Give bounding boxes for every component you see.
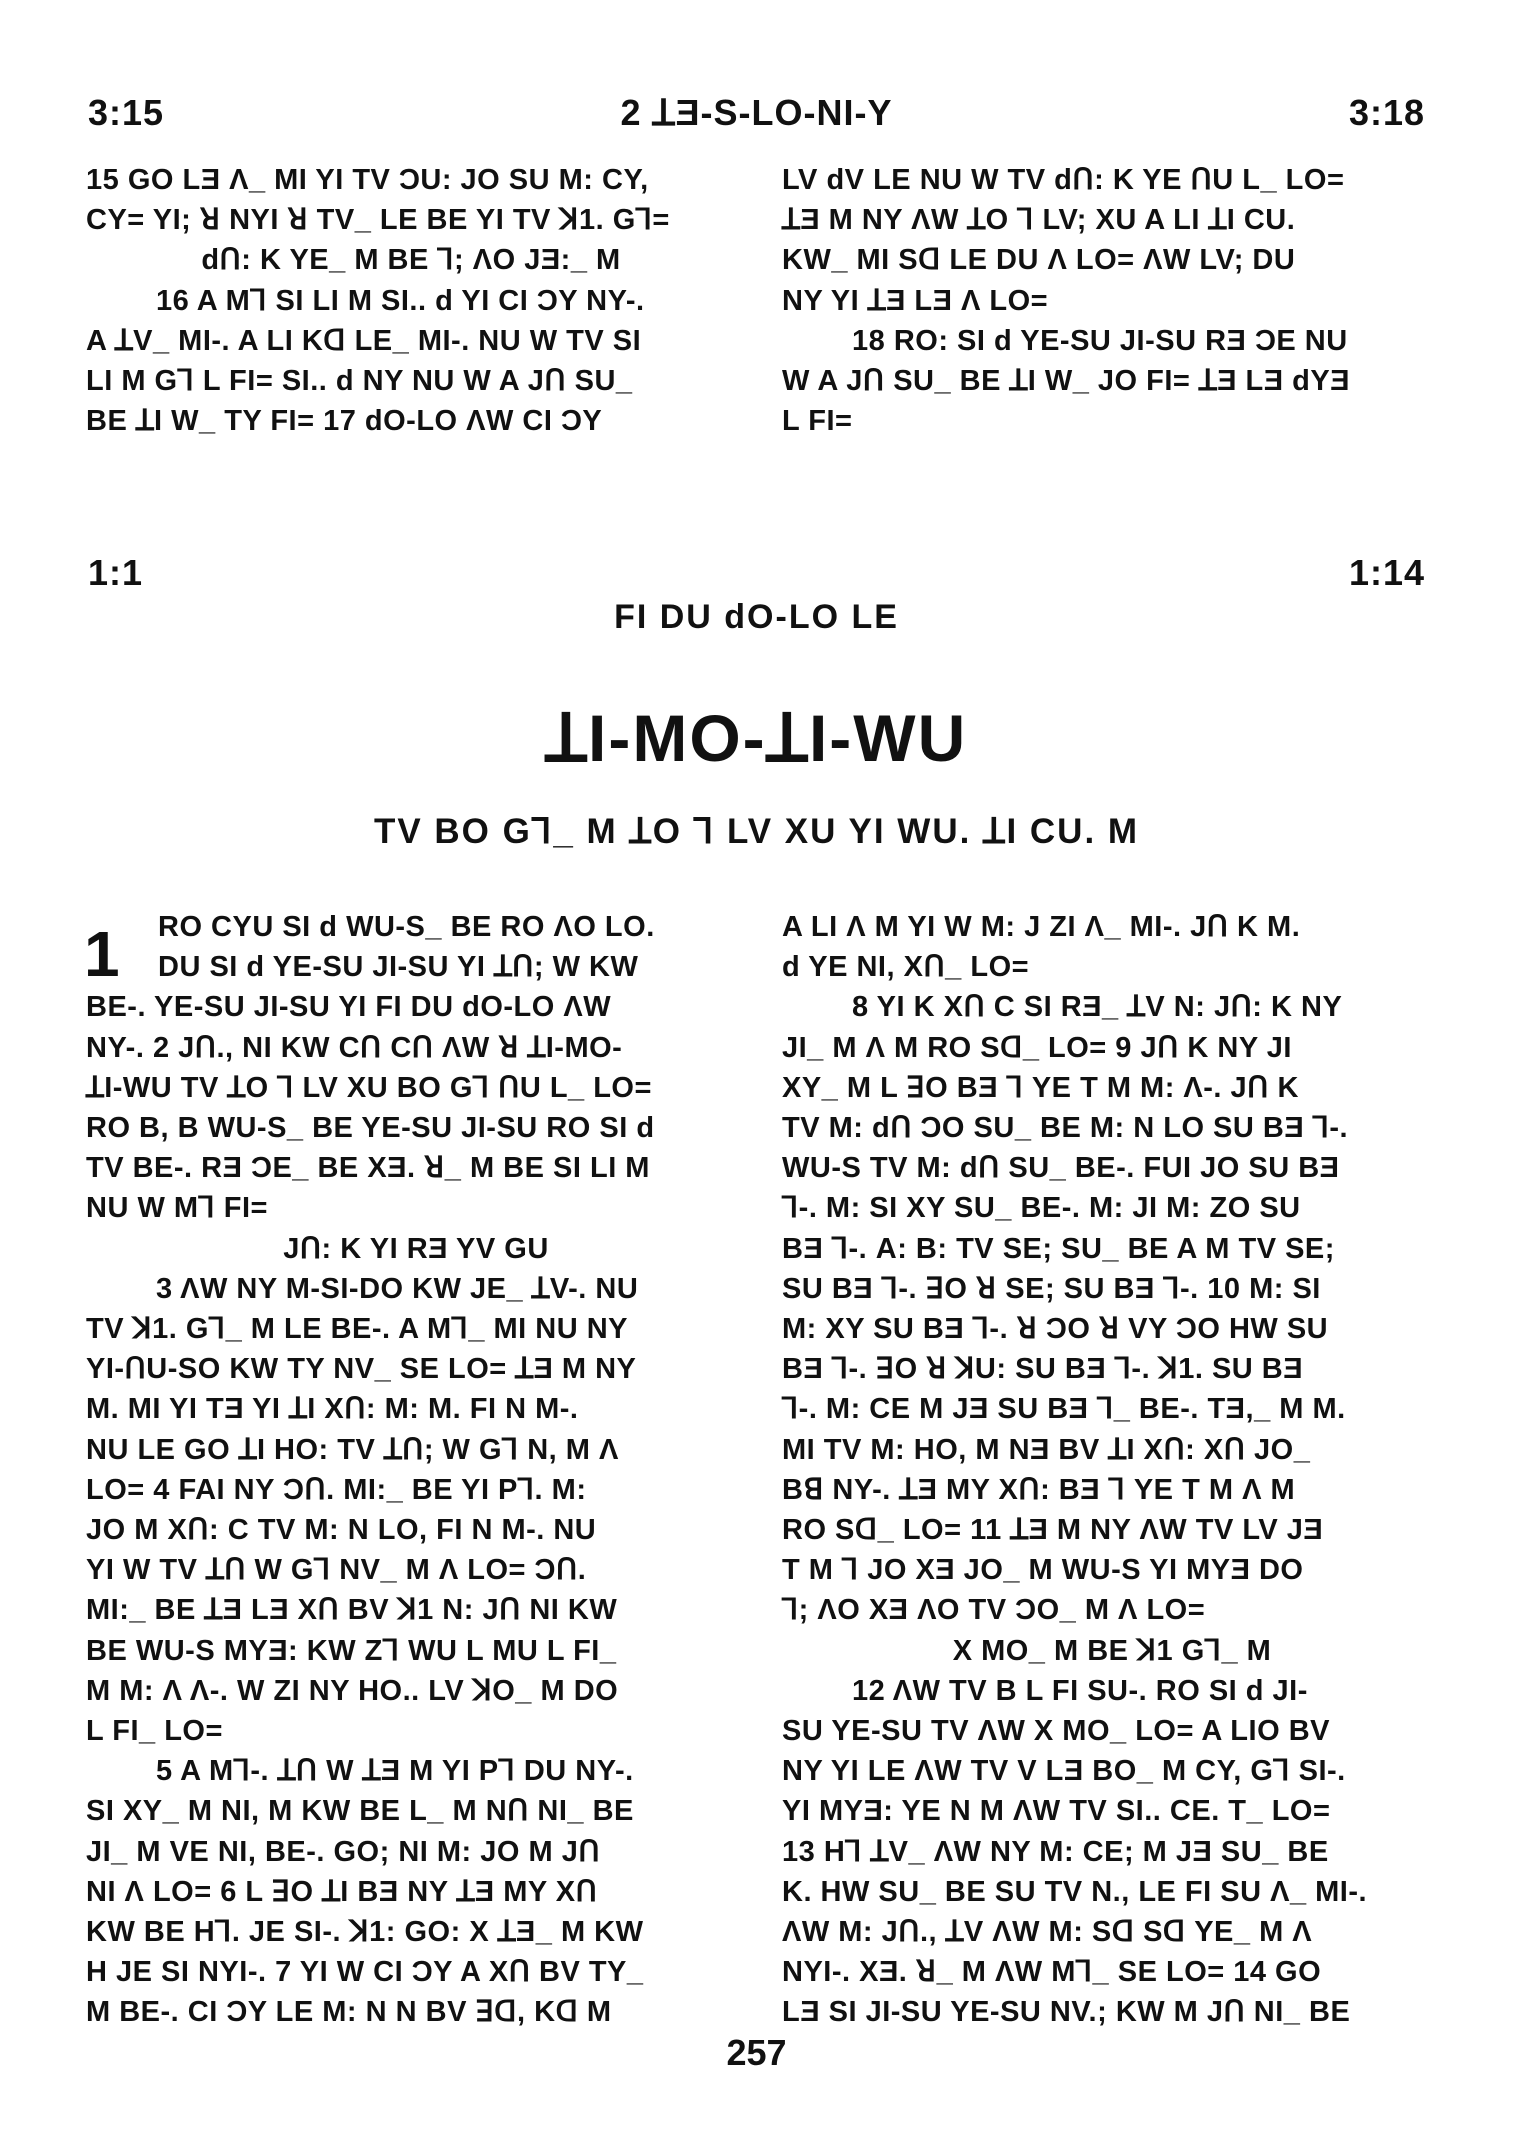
text-line: K. HW SU_ BE SU TV N., LE FI SU Λ_ MI-. (782, 1875, 1368, 1908)
text-line: W A JՈ SU_ BE ꓕI W_ JO FI= ꓕƎ LƎ dYƎ (782, 365, 1351, 398)
text-line: A ꓕV_ MI-. A LI Kꓷ LE_ MI-. NU W TV SI (86, 324, 642, 357)
book-title: ꓕI-MO-ꓕI-WU (545, 701, 968, 775)
section-heading: JՈ: K YI RƎ YV GU (283, 1232, 549, 1265)
text-line: ꓶ; ΛO XƎ ΛO TV ƆO_ M Λ LO= (782, 1594, 1206, 1627)
text-line: RO B, B WU-S_ BE YE-SU JI-SU RO SI d (86, 1112, 655, 1145)
text-line: YI W TV ꓕՈ W Gꓶ NV_ M Λ LO= ƆՈ. (86, 1554, 587, 1587)
text-line: L FI= (782, 405, 853, 438)
text-line: TV BE-. RƎ ƆE_ BE XƎ. ꓤ_ M BE SI LI M (86, 1152, 650, 1185)
text-line: 18 RO: SI d YE-SU JI-SU RƎ ƆE NU (852, 324, 1348, 357)
book-right-ref: 1:14 (1348, 552, 1425, 593)
text-line: ꓶ-. M: SI XY SU_ BE-. M: JI M: ZO SU (782, 1192, 1301, 1225)
text-line: NU W Mꓶ FI= (86, 1192, 268, 1225)
text-line: M BE-. CI ƆY LE M: N N BV ꓱꓷ, Kꓷ M (86, 1996, 612, 2029)
top-left-ref: 3:15 (88, 92, 165, 133)
text-line: BE ꓕI W_ TY FI= 17 dO-LO ΛW CI ƆY (86, 405, 603, 438)
text-line: NYI-. XƎ. ꓤ_ M ΛW Mꓶ_ SE LO= 14 GO (782, 1956, 1322, 1989)
section-heading: dՈ: K YE_ M BE ꓶ; ΛO JƎ:_ M (201, 244, 621, 277)
text-line: H JE SI NYI-. 7 YI W CI ƆY A XՈ BV TY_ (86, 1956, 644, 1989)
text-line: NY-. 2 JՈ., NI KW CՈ CՈ ΛW ꓤ ꓕI-MO- (86, 1031, 623, 1064)
section-heading: X MO_ M BE ꓘ1 Gꓶ_ M (952, 1634, 1272, 1667)
text-line: 12 ΛW TV B L FI SU-. RO SI d JI- (852, 1674, 1308, 1707)
text-line: MI:_ BE ꓕƎ LƎ XՈ BV ꓘ1 N: JՈ NI KW (86, 1594, 618, 1627)
book-right-column (782, 907, 1442, 2033)
text-line: 16 A Mꓶ SI LI M SI.. d YI CI ƆY NY-. (156, 284, 645, 317)
text-line: M. MI YI TƎ YI ꓕI XՈ: M: M. FI N M-. (86, 1393, 579, 1426)
text-line: NY YI LE ΛW TV V LƎ BO_ M CY, Gꓶ SI-. (782, 1755, 1346, 1788)
text-line: ꓕƎ M NY ΛW ꓕO ꓶ LV; XU A LI ꓕI CU. (782, 204, 1296, 237)
text-line: SI XY_ M NI, M KW BE L_ M NՈ NI_ BE (86, 1795, 634, 1828)
text-line: 5 A Mꓶ-. ꓕՈ W ꓕƎ M YI Pꓶ DU NY-. (156, 1755, 634, 1788)
text-line: SU YE-SU TV ΛW X MO_ LO= A LIO BV (782, 1715, 1330, 1748)
text-line: NY YI ꓕƎ LƎ Λ LO= (782, 284, 1049, 317)
text-line: ꓶ-. M: CE M JƎ SU BƎ ꓶ_ BE-. TƎ,_ M M. (782, 1393, 1346, 1426)
text-line: Bꓭ NY-. ꓕƎ MY XՈ: BƎ ꓶ YE T M Λ M (782, 1473, 1296, 1506)
text-line: 13 Hꓶ ꓕV_ ΛW NY M: CE; M JƎ SU_ BE (782, 1835, 1329, 1868)
text-line: BE-. YE-SU JI-SU YI FI DU dO-LO ΛW (86, 991, 612, 1024)
text-line: NI Λ LO= 6 L ꓱO ꓕI BƎ NY ꓕƎ MY XՈ (86, 1875, 598, 1908)
text-line: LO= 4 FAI NY ƆՈ. MI:_ BE YI Pꓶ. M: (86, 1473, 587, 1506)
text-line: 3 ΛW NY M-SI-DO KW JE_ ꓕV-. NU (156, 1272, 639, 1305)
text-line: TV M: dՈ ƆO SU_ BE M: N LO SU BƎ ꓶ-. (782, 1112, 1349, 1145)
text-line: RO CYU SI d WU-S_ BE RO ΛO LO. (158, 911, 655, 943)
chapter-drop-cap: 1 (84, 918, 120, 990)
text-line: T M ꓶ JO XƎ JO_ M WU-S YI MYƎ DO (782, 1554, 1304, 1587)
text-line: JI_ M Λ M RO Sꓷ_ LO= 9 JՈ K NY JI (782, 1031, 1292, 1064)
top-right-ref: 3:18 (1348, 92, 1425, 133)
text-line: BƎ ꓶ-. A: B: TV SE; SU_ BE A M TV SE; (782, 1232, 1335, 1265)
top-right-column (782, 160, 1432, 441)
text-line: SU BƎ ꓶ-. ꓱO ꓤ SE; SU BƎ ꓶ-. 10 M: SI (782, 1272, 1321, 1305)
text-line: RO Sꓷ_ LO= 11 ꓕƎ M NY ΛW TV LV JƎ (782, 1514, 1324, 1547)
text-line: M: XY SU BƎ ꓶ-. ꓤ ƆO ꓤ VY ƆO HW SU (782, 1313, 1329, 1346)
text-line: d YE NI, XՈ_ LO= (782, 951, 1030, 984)
text-line: NU LE GO ꓕI HO: TV ꓕՈ; W Gꓶ N, M Λ (86, 1433, 619, 1466)
text-line: L FI_ LO= (86, 1715, 223, 1748)
text-line: DU SI d YE-SU JI-SU YI ꓕՈ; W KW (158, 951, 639, 984)
text-line: WU-S TV M: dՈ SU_ BE-. FUI JO SU BƎ (782, 1152, 1340, 1185)
book-subtitle: TV BO Gꓶ_ M ꓕO ꓶ LV XU YI WU. ꓕI CU. M (373, 812, 1140, 851)
text-line: KW_ MI Sꓷ LE DU Λ LO= ΛW LV; DU (782, 244, 1296, 277)
text-line: YI-ꓵU-SO KW TY NV_ SE LO= ꓕƎ M NY (86, 1353, 637, 1386)
text-line: BƎ ꓶ-. ꓱO ꓤ ꓘU: SU BƎ ꓶ-. ꓘ1. SU BƎ (782, 1353, 1304, 1386)
text-line: LƎ SI JI-SU YE-SU NV.; KW M JՈ NI_ BE (782, 1996, 1351, 2029)
text-line: M M: Λ Λ-. W ZI NY HO.. LV ꓘO_ M DO (86, 1674, 619, 1707)
text-line: KW BE Hꓶ. JE SI-. ꓘ1: GO: X ꓕƎ_ M KW (86, 1916, 644, 1949)
text-line: ΛW M: JՈ., ꓕV ΛW M: Sꓷ Sꓷ YE_ M Λ (782, 1916, 1313, 1949)
text-line: BE WU-S MYƎ: KW Zꓶ WU L MU L FI_ (86, 1634, 617, 1667)
text-line: JI_ M VE NI, BE-. GO; NI M: JO M JՈ (86, 1835, 601, 1868)
text-line: ꓕI-WU TV ꓕO ꓶ LV XU BO Gꓶ ꓵU L_ LO= (86, 1071, 652, 1104)
text-line: 15 GO LƎ Λ_ MI YI TV ƆU: JO SU M: CY, (86, 164, 649, 196)
text-line: TV ꓘ1. Gꓶ_ M LE BE-. A Mꓶ_ MI NU NY (86, 1313, 629, 1346)
running-title: 2 ꓕƎ-S-LO-NI-Y (620, 92, 893, 133)
text-line: CY= YI; ꓤ NYI ꓤ TV_ LE BE YI TV ꓘ1. Gꓶ= (86, 204, 670, 237)
text-line: XY_ M L ꓱO BƎ ꓶ YE T M M: Λ-. JՈ K (782, 1071, 1299, 1104)
text-line: JO M XՈ: C TV M: N LO, FI N M-. NU (86, 1514, 597, 1547)
page-number: 257 (726, 2032, 787, 2073)
book-left-ref: 1:1 (88, 552, 144, 593)
text-line: 8 YI K XՈ C SI RƎ_ ꓕV N: JՈ: K NY (852, 991, 1343, 1024)
text-line: LI M Gꓶ L FI= SI.. d NY NU W A JՈ SU_ (86, 365, 633, 398)
book-left-column (86, 907, 746, 2033)
top-left-column (86, 160, 736, 441)
book-pretitle: FI DU dO-LO LE (614, 598, 899, 636)
text-line: MI TV M: HO, M NƎ BV ꓕI XՈ: XՈ JO_ (782, 1433, 1311, 1466)
text-line: YI MYƎ: YE N M ΛW TV SI.. CE. T_ LO= (782, 1795, 1331, 1828)
text-line: LV dV LE NU W TV dՈ: K YE ꓵU L_ LO= (782, 164, 1345, 196)
text-line: A LI Λ M YI W M: J ZI Λ_ MI-. JՈ K M. (782, 911, 1301, 943)
